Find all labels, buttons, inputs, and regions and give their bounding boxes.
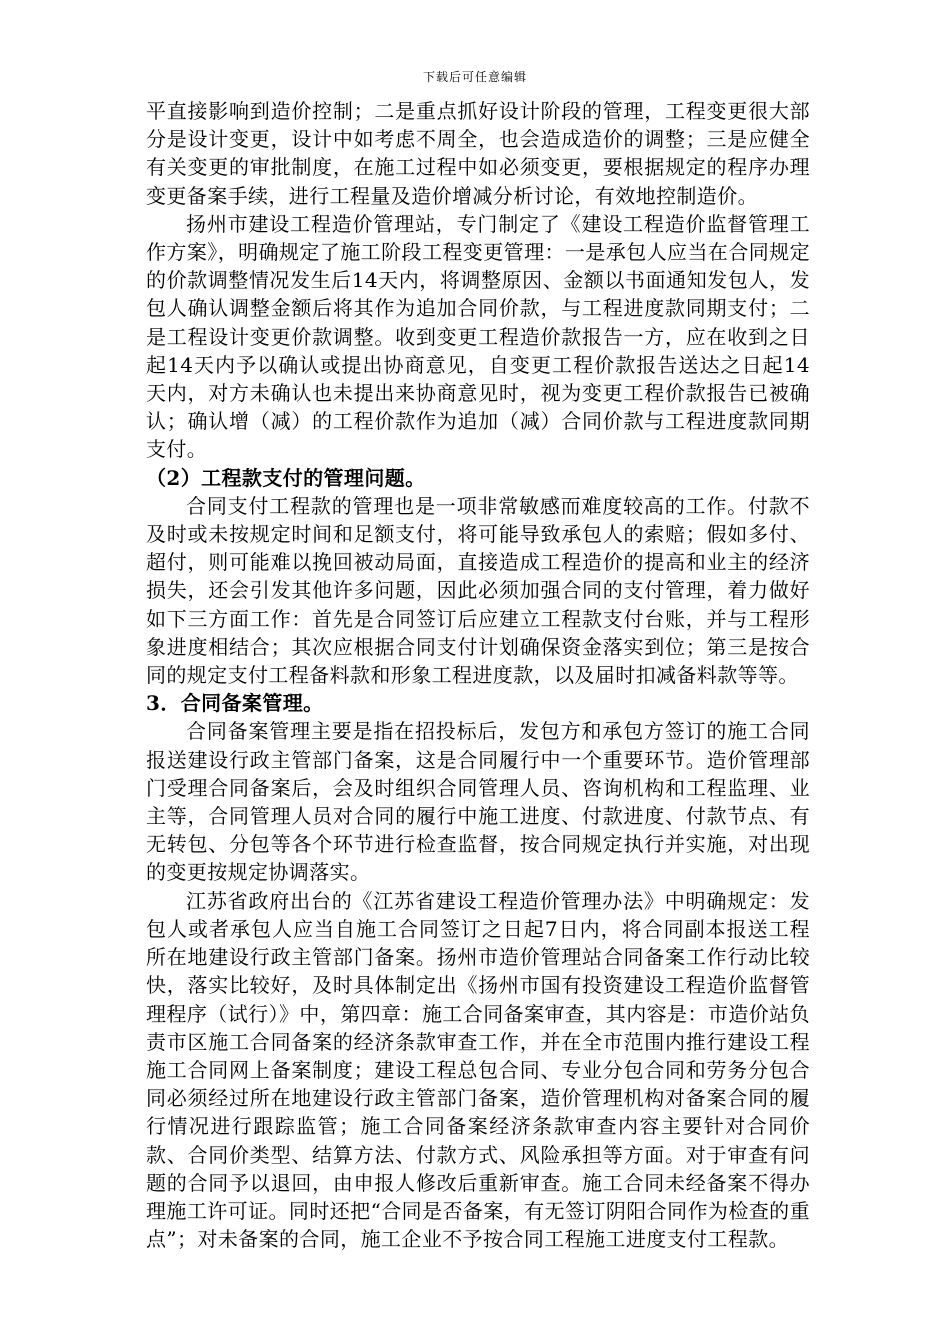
paragraph-jiangsu-regulation: 江苏省政府出台的《江苏省建设工程造价管理办法》中明确规定：发包人或者承包人应当自施工合同签订之日起7日内，将合同副本报送工程所在地建设行政主管部门备案。扬州市造价管理站合同备案工作行动比较快，落实比较好，及时具体制定出《扬州市国有投资建设工程造价监督管理程序（试行）》中，第四章：施工合同备案审查，其内容是：市造价站负责市区施工合同备案的经济条款审查工作，并在全市范围内推行建设工程施工合同网上备案制度；建设工程总包合同、专业分包合同和劳务分包合同必须经过所在地建设行政主管部门备案，造价管理机构对备案合同的履行情况进行跟踪监管；施工合同备案经济条款审查内容主要针对合同价款、合同价类型、结算方法、付款方式、风险承担等方面。对于审查有问题的合同予以退回，由申报人修改后重新审查。施工合同未经备案不得办理施工许可证。同时还把“合同是否备案，有无签订阴阳合同作为检查的重点”；对未备案的合同，施工企业不予按合同工程施工进度支付工程款。 <box>146 888 810 1252</box>
page-header: 下载后可任意编辑 <box>422 70 527 84</box>
paragraph-yangzhou-change-rules: 扬州市建设工程造价管理站，专门制定了《建设工程造价监督管理工作方案》，明确规定了施工阶段工程变更管理：一是承包人应当在合同规定的价款调整情况发生后14天内，将调整原因、金额以书面通知发包人，发包人确认调整金额后将其作为追加合同价款，与工程进度款同期支付；二是工程设计变更价款调整。收到变更工程造价款报告一方，应在收到之日起14天内予以确认或提出协商意见，自变更工程价款报告送达之日起14天内，对方未确认也未提出来协商意见时，视为变更工程价款报告已被确认；确认增（减）的工程价款作为追加（减）合同价款与工程进度款同期支付。 <box>146 211 810 462</box>
document-body <box>146 97 810 1253</box>
paragraph-payment-management: 合同支付工程款的管理也是一项非常敏感而难度较高的工作。付款不及时或未按规定时间和足额支付，将可能导致承包人的索赔；假如多付、超付，则可能难以挽回被动局面，直接造成工程造价的提高和业主的经济损失，还会引发其他许多问题，因此必须加强合同的支付管理，着力做好如下三方面工作：首先是合同签订后应建立工程款支付台账，并与工程形象进度相结合；其次应根据合同支付计划确保资金落实到位；第三是按合同的规定支付工程备料款和形象工程进度款，以及届时扣减备料款等等。 <box>146 493 810 688</box>
section-heading-payment: （2）工程款支付的管理问题。 <box>146 465 426 490</box>
paragraph-change-management-continued: 平直接影响到造价控制；二是重点抓好设计阶段的管理，工程变更很大部分是设计变更，设计中如考虑不周全，也会造成造价的调整；三是应健全有关变更的审批制度，在施工过程中如必须变更，要根据规定的程序办理变更备案手续，进行工程量及造价增减分析讨论，有效地控制造价。 <box>146 99 810 208</box>
paragraph-contract-filing: 合同备案管理主要是指在招投标后，发包方和承包方签订的施工合同报送建设行政主管部门备案，这是合同履行中一个重要环节。造价管理部门受理合同备案后，会及时组织合同管理人员、咨询机构和工程监理、业主等，合同管理人员对合同的履行中施工进度、付款进度、付款节点、有无转包、分包等各个环节进行检查监督，按合同规定执行并实施，对出现的变更按规定协调落实。 <box>146 719 810 885</box>
section-heading-contract-filing: 3．合同备案管理。 <box>146 691 324 716</box>
